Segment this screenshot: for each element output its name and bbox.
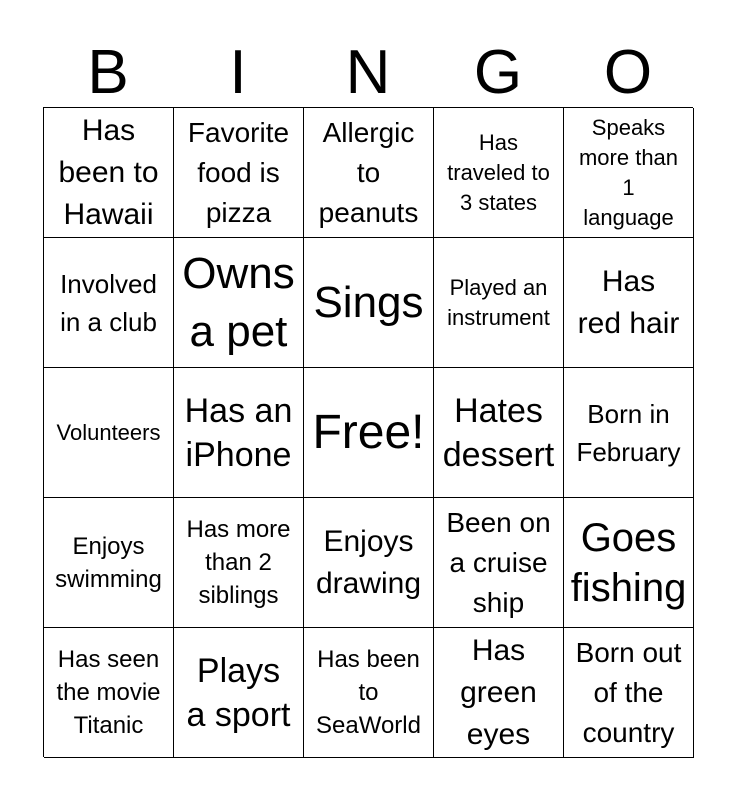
bingo-cell[interactable]: Allergic to peanuts <box>304 108 434 238</box>
bingo-cell[interactable]: Owns a pet <box>174 238 304 368</box>
bingo-cell[interactable]: Goes fishing <box>564 498 694 628</box>
bingo-cell[interactable]: Enjoys swimming <box>44 498 174 628</box>
bingo-cell[interactable]: Been on a cruise ship <box>434 498 564 628</box>
bingo-cell[interactable]: Born out of the country <box>564 628 694 758</box>
header-letter-g: G <box>473 38 523 107</box>
bingo-cell[interactable]: Favorite food is pizza <box>174 108 304 238</box>
bingo-cell[interactable]: Has green eyes <box>434 628 564 758</box>
bingo-cell[interactable]: Has been to SeaWorld <box>304 628 434 758</box>
bingo-cell[interactable]: Plays a sport <box>174 628 304 758</box>
bingo-cell[interactable]: Has traveled to 3 states <box>434 108 564 238</box>
bingo-cell[interactable]: Born in February <box>564 368 694 498</box>
header-letter-o: O <box>603 38 653 107</box>
bingo-cell[interactable]: Played an instrument <box>434 238 564 368</box>
bingo-grid <box>43 107 693 757</box>
bingo-cell[interactable]: Has more than 2 siblings <box>174 498 304 628</box>
bingo-cell[interactable]: Enjoys drawing <box>304 498 434 628</box>
bingo-cell[interactable]: Has an iPhone <box>174 368 304 498</box>
header-letter-i: I <box>229 38 247 107</box>
bingo-cell[interactable]: Volunteers <box>44 368 174 498</box>
bingo-cell[interactable]: Has been to Hawaii <box>44 108 174 238</box>
bingo-cell[interactable]: Speaks more than 1 language <box>564 108 694 238</box>
header-letter-b: B <box>87 38 129 107</box>
bingo-header <box>43 40 693 106</box>
bingo-cell[interactable]: Sings <box>304 238 434 368</box>
bingo-cell[interactable]: Involved in a club <box>44 238 174 368</box>
bingo-cell[interactable]: Has red hair <box>564 238 694 368</box>
bingo-cell[interactable]: Hates dessert <box>434 368 564 498</box>
bingo-cell[interactable]: Has seen the movie Titanic <box>44 628 174 758</box>
header-letter-n: N <box>345 38 391 107</box>
free-space-cell[interactable]: Free! <box>304 368 434 498</box>
